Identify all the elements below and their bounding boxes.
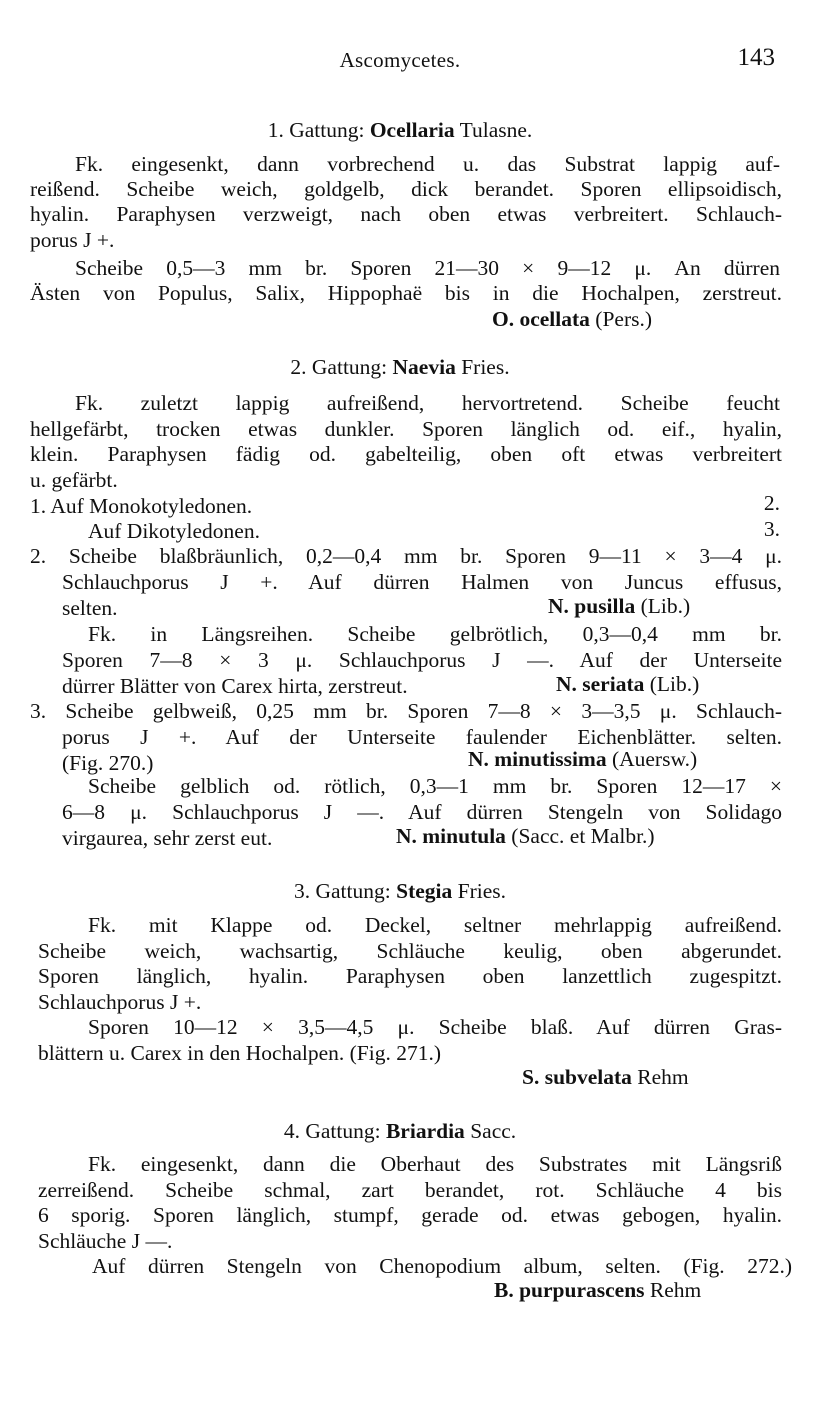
key-3a: (Fig. 270.) [62,751,154,775]
key-3b: 6—8 μ. Schlauchporus J —. Auf dürren Stengeln von Solidago [62,800,782,824]
text-line: Sporen 10—12 × 3,5—4,5 μ. Scheibe blaß. Auf dürren Gras- [88,1015,782,1039]
key-2b: Fk. in Längsreihen. Scheibe gelbrötlich, 0,3—0,4 mm br. [88,622,782,646]
text-line: Fk. mit Klappe od. Deckel, seltner mehrlappig aufreißend. [88,913,782,937]
key-3a: 3. Scheibe gelbweiß, 0,25 mm br. Sporen 7—8 × 3—3,5 μ. Schlauch- [30,699,782,723]
text-line: Scheibe 0,5—3 mm br. Sporen 21—30 × 9—12 μ. An dürren [75,256,780,280]
genus-heading-naevia: 2. Gattung: Naevia Fries. [290,355,510,379]
text-line: zerreißend. Scheibe schmal, zart berandet, rot. Schläuche 4 bis [38,1178,782,1202]
key-1b: Auf Dikotyledonen. [88,519,260,543]
genus-heading-ocellaria: 1. Gattung: Ocellaria Tulasne. [267,118,533,142]
running-header: Ascomycetes. [339,48,461,72]
key-2b: Sporen 7—8 × 3 μ. Schlauchporus J —. Auf der Unterseite [62,648,782,672]
key-3a: porus J +. Auf der Unterseite faulender Eichenblätter. selten. [62,725,782,749]
text-line: blättern u. Carex in den Hochalpen. (Fig. 271.) [38,1041,442,1065]
key-2a: Schlauchporus J +. Auf dürren Halmen von Juncus effusus, [62,570,782,594]
key-1b-ref: 3. [763,517,780,541]
key-2a: 2. Scheibe blaßbräunlich, 0,2—0,4 mm br. Sporen 9—11 × 3—4 μ. [30,544,782,568]
text-line: Scheibe weich, wachsartig, Schläuche keulig, oben abgerundet. [38,939,782,963]
text-line: Auf dürren Stengeln von Chenopodium album, selten. (Fig. 272.) [92,1254,792,1278]
text-line: porus J +. [30,228,115,252]
key-2b: dürrer Blätter von Carex hirta, zerstreut. [62,674,408,698]
species-subvelata: S. subvelata Rehm [522,1065,689,1089]
species-purpurascens: B. purpurascens Rehm [494,1278,702,1302]
text-line: Sporen länglich, hyalin. Paraphysen oben lanzettlich zugespitzt. [38,964,782,988]
key-3b: virgaurea, sehr zerst eut. [62,826,273,850]
text-line: 6 sporig. Sporen länglich, stumpf, gerade od. etwas gebogen, hyalin. [38,1203,782,1227]
text-line: reißend. Scheibe weich, goldgelb, dick berandet. Sporen ellipsoidisch, [30,177,782,201]
text-line: Fk. zuletzt lappig aufreißend, hervortretend. Scheibe feucht [75,391,780,415]
text-line: hyalin. Paraphysen verzweigt, nach oben etwas verbreitert. Schlauch- [30,202,782,226]
text-line: Schlauchporus J +. [38,990,202,1014]
text-line: Fk. eingesenkt, dann die Oberhaut des Substrates mit Längsriß [88,1152,782,1176]
species-pusilla: N. pusilla (Lib.) [548,594,691,618]
key-1a-ref: 2. [763,491,780,515]
text-line: Schläuche J —. [38,1229,173,1253]
key-3b: Scheibe gelblich od. rötlich, 0,3—1 mm br. Sporen 12—17 × [88,774,782,798]
genus-heading-briardia: 4. Gattung: Briardia Sacc. [283,1119,517,1143]
species-seriata: N. seriata (Lib.) [556,672,700,696]
species-minutula: N. minutula (Sacc. et Malbr.) [396,824,655,848]
species-ocellata: O. ocellata (Pers.) [492,307,653,331]
genus-heading-stegia: 3. Gattung: Stegia Fries. [293,879,506,903]
key-1a: 1. Auf Monokotyledonen. [30,494,253,518]
text-line: Ästen von Populus, Salix, Hippophaë bis in die Hochalpen, zerstreut. [30,281,782,305]
text-line: klein. Paraphysen fädig od. gabelteilig, oben oft etwas verbreitert [30,442,782,466]
text-line: Fk. eingesenkt, dann vorbrechend u. das Substrat lappig auf- [75,152,780,176]
text-line: hellgefärbt, trocken etwas dunkler. Sporen länglich od. eif., hyalin, [30,417,782,441]
text-line: u. gefärbt. [30,468,118,492]
page-number: 143 [737,44,775,71]
species-minutissima: N. minutissima (Auersw.) [468,747,698,771]
key-2a: selten. [62,596,118,620]
